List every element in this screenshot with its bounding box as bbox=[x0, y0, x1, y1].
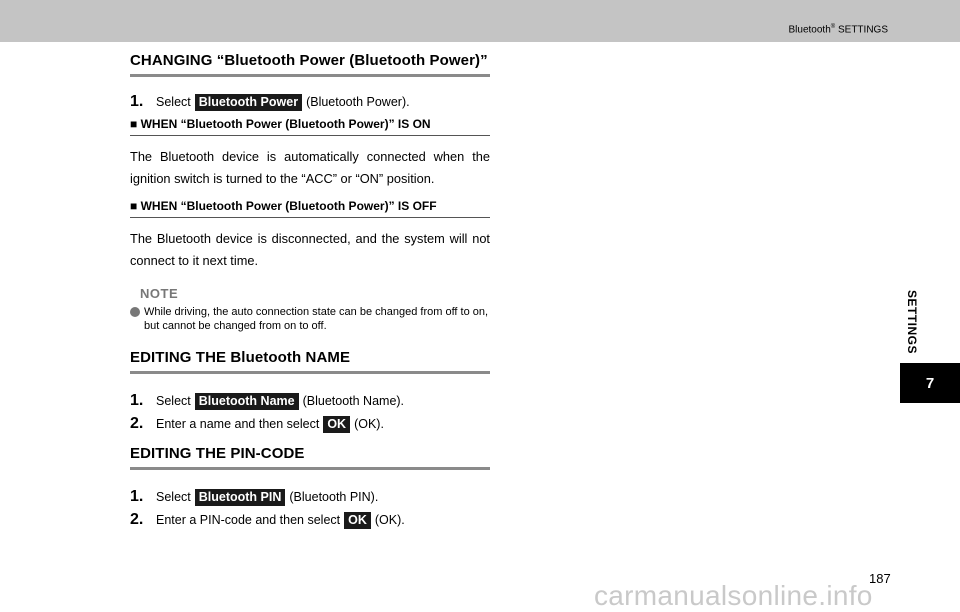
bluetooth-name-button[interactable]: Bluetooth Name bbox=[195, 393, 299, 410]
body-off: The Bluetooth device is disconnected, and the system will not connect to it next time. bbox=[130, 231, 490, 268]
section-title-power: CHANGING “Bluetooth Power (Bluetooth Power)” bbox=[130, 52, 490, 77]
body-on: The Bluetooth device is automatically connected when the ignition switch is turned to the “ACC” or “ON” position. bbox=[130, 149, 490, 186]
note-box bbox=[130, 286, 490, 333]
side-section-label: SETTINGS bbox=[905, 289, 920, 355]
ok-button[interactable]: OK bbox=[323, 416, 350, 433]
section-title-name: EDITING THE Bluetooth NAME bbox=[130, 349, 490, 374]
chapter-tab: 7 bbox=[900, 363, 960, 403]
subsection-title-on: ■ WHEN “Bluetooth Power (Bluetooth Power)” IS ON bbox=[130, 117, 490, 136]
step-pin-2: 2. Enter a PIN-code and then select OK (OK). bbox=[130, 511, 405, 528]
header-bar bbox=[0, 0, 960, 42]
page-number: 187 bbox=[869, 571, 891, 586]
step-name-2: 2. Enter a name and then select OK (OK). bbox=[130, 415, 384, 432]
note-title: NOTE bbox=[140, 286, 179, 301]
running-header: Bluetooth® SETTINGS bbox=[788, 24, 888, 36]
main-content bbox=[130, 52, 490, 529]
bluetooth-power-button[interactable]: Bluetooth Power bbox=[195, 94, 302, 111]
step-power-1: 1. Select Bluetooth Power (Bluetooth Power). bbox=[130, 93, 410, 110]
step-name-1: 1. Select Bluetooth Name (Bluetooth Name). bbox=[130, 392, 405, 409]
step-pin-1: 1. Select Bluetooth PIN (Bluetooth PIN). bbox=[130, 488, 379, 505]
note-item: While driving, the auto connection state can be changed from off to on, but cannot be changed from on to off. bbox=[130, 305, 490, 333]
bluetooth-pin-button[interactable]: Bluetooth PIN bbox=[195, 489, 286, 506]
subsection-title-off: ■ WHEN “Bluetooth Power (Bluetooth Power)” IS OFF bbox=[130, 199, 490, 218]
watermark: carmanualsonline.info bbox=[594, 580, 873, 611]
ok-button[interactable]: OK bbox=[344, 512, 371, 529]
section-title-pin: EDITING THE PIN-CODE bbox=[130, 445, 490, 470]
bullet-icon bbox=[130, 307, 140, 317]
